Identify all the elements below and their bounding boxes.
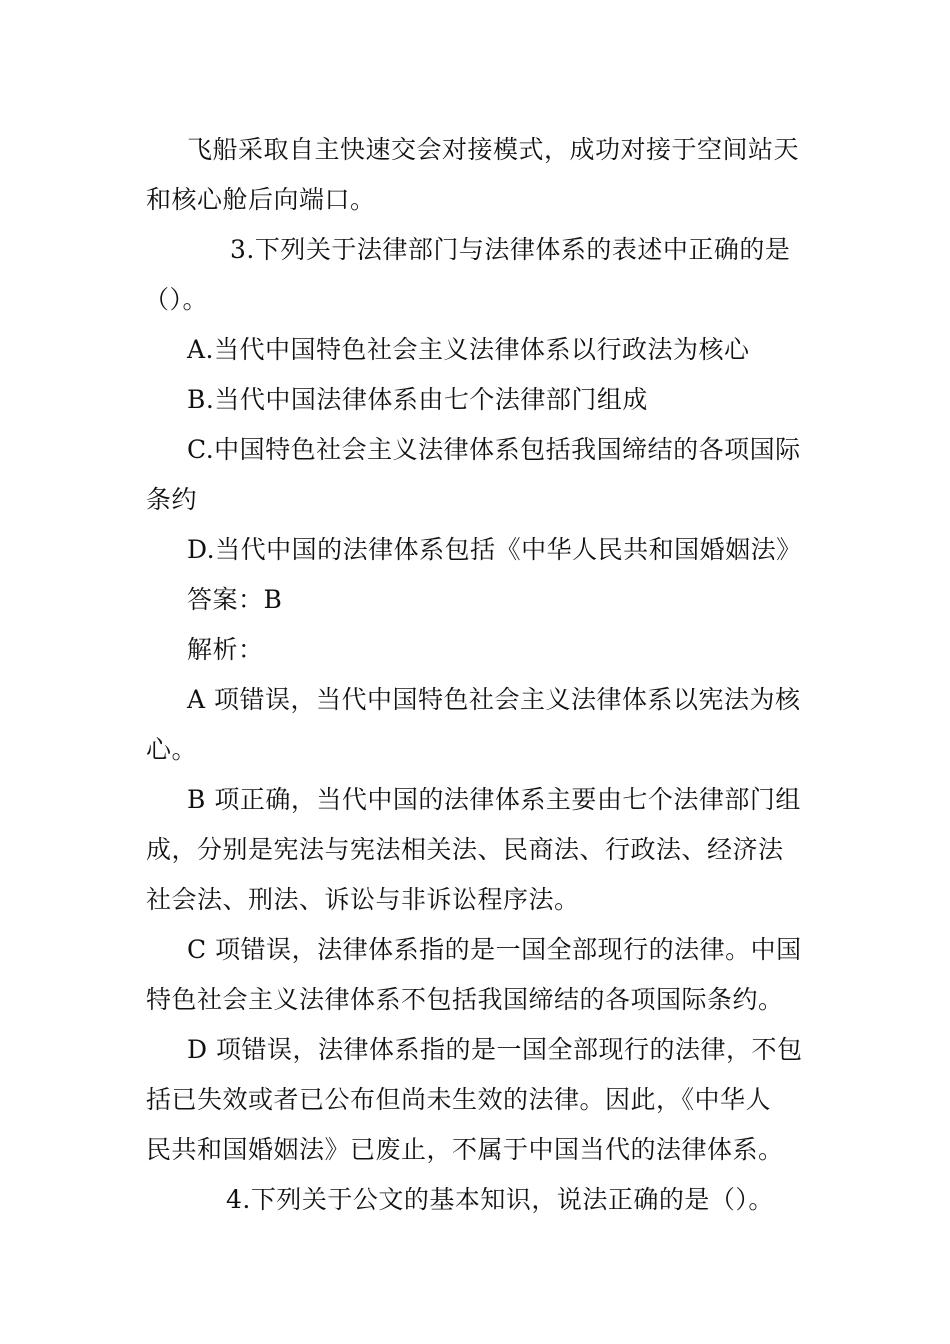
question-3-blank: （）。	[144, 285, 209, 314]
analysis-a: A 项错误，当代中国特色社会主义法律体系以宪法为核	[187, 685, 801, 714]
option-d: D.当代中国的法律体系包括《中华人民共和国婚姻法》	[187, 535, 802, 564]
analysis-a-continued: 心。	[146, 735, 198, 764]
analysis-b: B 项正确，当代中国的法律体系主要由七个法律部门组	[187, 785, 801, 814]
analysis-c-continued: 特色社会主义法律体系不包括我国缔结的各项国际条约。	[146, 985, 784, 1014]
option-c-continued: 条约	[146, 485, 198, 514]
option-a: A.当代中国特色社会主义法律体系以行政法为核心	[187, 335, 750, 364]
analysis-d-continued: 括已失效或者已公布但尚未生效的法律。因此，《中华人	[146, 1085, 772, 1114]
text-line: 飞船采取自主快速交会对接模式，成功对接于空间站天	[187, 135, 800, 164]
option-c: C.中国特色社会主义法律体系包括我国缔结的各项国际	[187, 435, 801, 464]
text-line: 和核心舱后向端口。	[146, 185, 376, 214]
analysis-b-continued: 成，分别是宪法与宪法相关法、民商法、行政法、经济法	[146, 835, 784, 864]
analysis-b-continued: 社会法、刑法、诉讼与非诉讼程序法。	[146, 885, 580, 914]
analysis-label: 解析：	[187, 635, 264, 664]
question-3-title: 3.下列关于法律部门与法律体系的表述中正确的是	[230, 235, 791, 264]
analysis-d: D 项错误，法律体系指的是一国全部现行的法律，不包	[187, 1035, 803, 1064]
analysis-d-continued: 民共和国婚姻法》已废止，不属于中国当代的法律体系。	[146, 1135, 784, 1164]
analysis-c: C 项错误，法律体系指的是一国全部现行的法律。中国	[187, 935, 802, 964]
option-b: B.当代中国法律体系由七个法律部门组成	[187, 385, 648, 414]
answer: 答案：B	[187, 585, 283, 614]
question-4-title: 4.下列关于公文的基本知识，说法正确的是（）。	[226, 1185, 774, 1214]
